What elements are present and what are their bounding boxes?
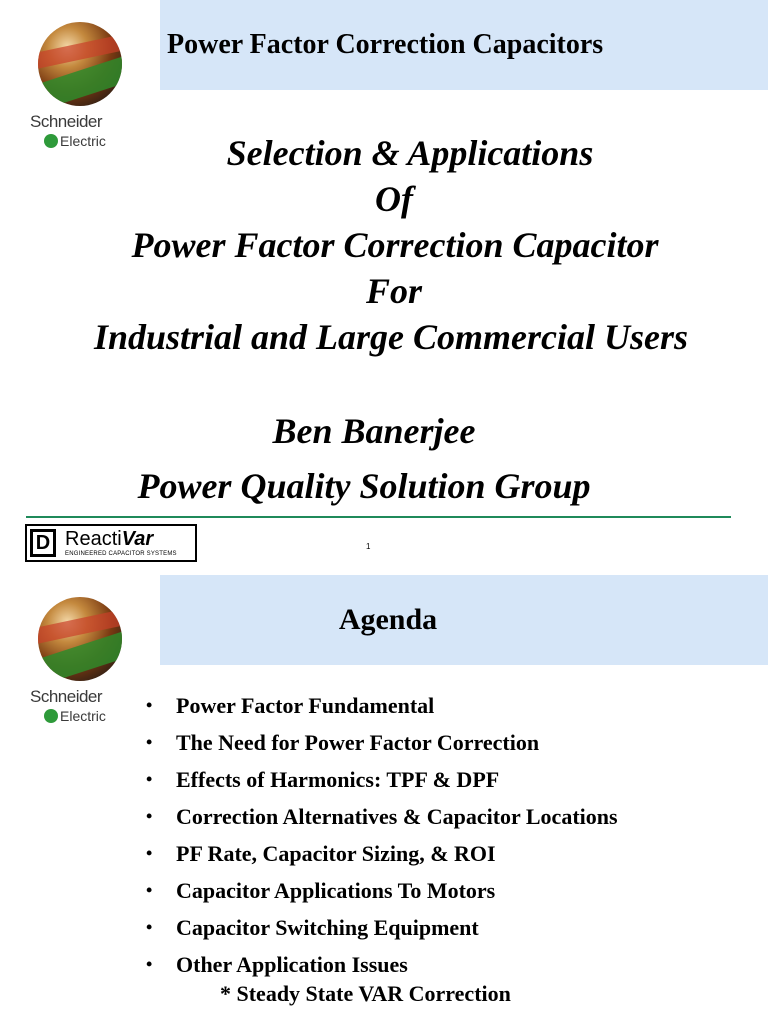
bullet-icon: • [146, 843, 153, 863]
leaf-icon [44, 709, 58, 723]
title-band [160, 0, 768, 90]
logo-sub: Electric [44, 132, 106, 149]
reactivar-tagline: ENGINEERED CAPACITOR SYSTEMS [65, 551, 177, 557]
title-line: Of [375, 179, 413, 219]
logo-globe-icon [38, 22, 122, 106]
bullet-icon: • [146, 954, 153, 974]
title-line: Selection & Applications [226, 133, 594, 173]
agenda-item: • Power Factor Fundamental [146, 687, 618, 724]
reactivar-logo [25, 524, 197, 562]
schneider-logo [26, 597, 126, 727]
agenda-item: • Other Application Issues [146, 946, 618, 983]
agenda-sub-item: * Steady State VAR Correction [220, 981, 511, 1006]
bullet-icon: • [146, 917, 153, 937]
logo-sub: Electric [44, 707, 106, 724]
title-line: Power Factor Correction Capacitor [131, 225, 659, 265]
bullet-icon: • [146, 806, 153, 826]
agenda-item: • Correction Alternatives & Capacitor Locations [146, 798, 618, 835]
logo-name: Schneider [30, 112, 103, 131]
agenda-item: • Effects of Harmonics: TPF & DPF [146, 761, 618, 798]
agenda-item: • Capacitor Applications To Motors [146, 872, 618, 909]
divider-rule [26, 516, 731, 518]
author-name: Ben Banerjee [272, 411, 476, 451]
bullet-icon: • [146, 769, 153, 789]
square-d-icon: D [30, 529, 56, 557]
agenda-item: • The Need for Power Factor Correction [146, 724, 618, 761]
reactivar-brand: ReactiVar [65, 528, 154, 550]
logo-name: Schneider [30, 687, 103, 706]
bullet-icon: • [146, 732, 153, 752]
presentation-title [0, 130, 768, 360]
slide-header-title: Power Factor Correction Capacitors [167, 29, 604, 60]
agenda-list [146, 687, 618, 983]
bullet-icon: • [146, 695, 153, 715]
title-line: For [365, 271, 423, 311]
bullet-icon: • [146, 880, 153, 900]
title-band [160, 575, 768, 665]
agenda-item: • Capacitor Switching Equipment [146, 909, 618, 946]
agenda-title: Agenda [338, 603, 438, 636]
author-group: Power Quality Solution Group [137, 466, 591, 506]
agenda-item: • PF Rate, Capacitor Sizing, & ROI [146, 835, 618, 872]
slide-2 [0, 575, 768, 1024]
page-number: 1 [366, 542, 371, 551]
logo-globe-icon [38, 597, 122, 681]
title-line: Industrial and Large Commercial Users [93, 317, 689, 357]
